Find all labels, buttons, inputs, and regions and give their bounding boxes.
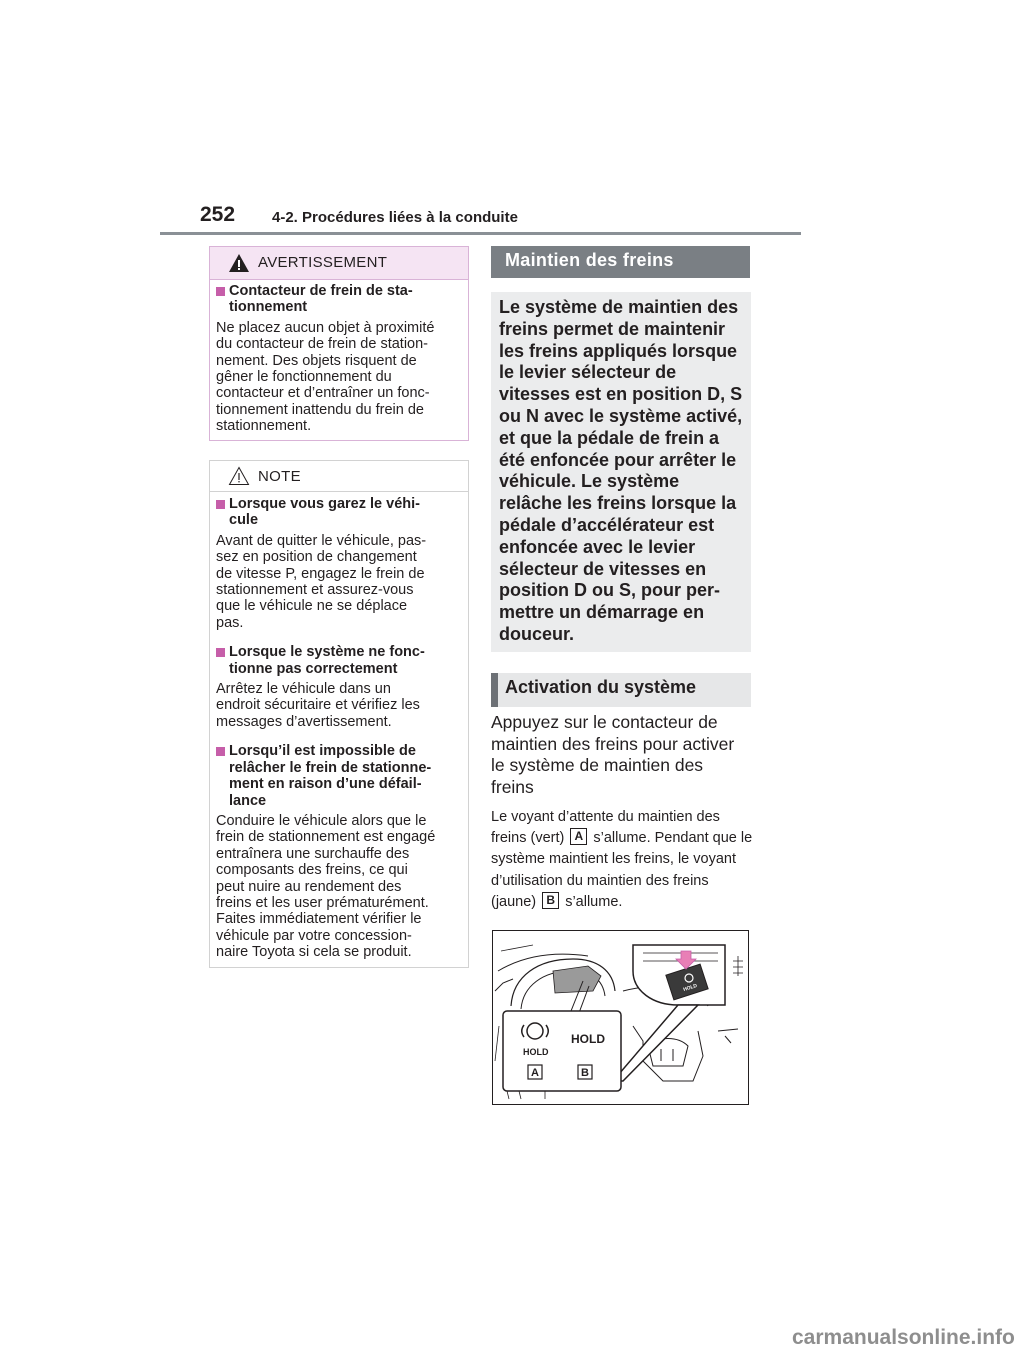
tag-b: B bbox=[542, 892, 559, 909]
note-item-text: Conduire le véhicule alors que le frein de stationnement est engagé entraînera une surchauffe des composants des freins, ce qui peut nuire au rendement des freins et les user prématurément. Faites immédiatement vérifier le véhicule par votre concession- naire Toyota si cela se produit. bbox=[216, 812, 436, 961]
warning-title: AVERTISSEMENT bbox=[258, 254, 388, 271]
bullet-square-icon bbox=[216, 648, 225, 657]
maintien-section-bar bbox=[491, 246, 750, 278]
warning-triangle-icon bbox=[228, 253, 250, 273]
indicator-description: Le voyant d’attente du maintien des freins (vert) A s’allume. Pendant que le système maintient les freins, le voyant d’utilisation du maintien des freins (jaune) B s’allume. bbox=[491, 809, 753, 910]
note-box bbox=[209, 460, 469, 968]
dashboard-drawing bbox=[493, 931, 747, 1103]
warning-item-text: Ne placez aucun objet à proximité du contacteur de frein de station- nement. Des objets risquent de gêner le fonctionnement du contacteur et d’entraîner un fonc- tionnement inattendu du frein de stationnement. bbox=[216, 319, 435, 435]
switch-label: HOLD bbox=[682, 982, 698, 994]
page-number: 252 bbox=[200, 203, 236, 226]
indicator-hold-label-b: HOLD bbox=[571, 1032, 605, 1046]
bullet-square-icon bbox=[216, 287, 225, 296]
note-item-heading: Lorsque vous garez le véhi- cule bbox=[216, 496, 460, 529]
caution-triangle-icon bbox=[228, 466, 250, 486]
note-body bbox=[216, 496, 460, 961]
illustration-tag-b: B bbox=[581, 1067, 589, 1079]
bullet-square-icon bbox=[216, 747, 225, 756]
warning-body bbox=[216, 283, 460, 435]
indicator-hold-label-a: HOLD bbox=[523, 1047, 549, 1057]
maintien-title: Maintien des freins bbox=[505, 250, 674, 270]
watermark: carmanualsonline.info bbox=[792, 1326, 1015, 1349]
intro-text: Le système de maintien des freins permet de maintenir les freins appliqués lorsque le levier sélecteur de vitesses est en position D, S ou N avec le système activé, et que la pédale de frein a été enfoncée pour arrêter le véhicule. Le système relâche les freins lorsque la pédale d’accélérateur est enfoncée avec le levier sélecteur de vitesses en position D ou S, pour per- mettre un démarrage en douceur. bbox=[499, 297, 743, 644]
note-header bbox=[210, 461, 468, 492]
header-divider bbox=[160, 232, 801, 235]
note-item-text: Avant de quitter le véhicule, pas- sez en position de changement de vitesse P, engagez le frein de stationnement et assurez-vous que le véhicule ne se déplace pas. bbox=[216, 532, 427, 631]
warning-header bbox=[210, 247, 468, 280]
intro-box bbox=[491, 292, 751, 652]
note-item-heading: Lorsque le système ne fonc- tionne pas correctement bbox=[216, 644, 460, 677]
note-item-text: Arrêtez le véhicule dans un endroit sécuritaire et vérifiez les messages d’avertissement. bbox=[216, 681, 420, 730]
note-item-heading: Lorsqu’il est impossible de relâcher le frein de stationne- ment en raison d’une défail- lance bbox=[216, 743, 460, 809]
tag-a: A bbox=[570, 828, 587, 845]
warning-box bbox=[209, 246, 469, 441]
section-title: 4-2. Procédures liées à la conduite bbox=[272, 209, 518, 226]
activation-title: Activation du système bbox=[505, 677, 697, 697]
activation-accent bbox=[491, 673, 498, 707]
activation-section-bar bbox=[491, 673, 751, 707]
brake-hold-illustration bbox=[492, 930, 749, 1105]
bullet-square-icon bbox=[216, 500, 225, 509]
warning-item-heading: Contacteur de frein de sta- tionnement bbox=[216, 283, 460, 316]
action-instruction: Appuyez sur le contacteur de maintien des freins pour activer le système de maintien des freins bbox=[491, 712, 735, 797]
note-title: NOTE bbox=[258, 468, 301, 485]
illustration-tag-a: A bbox=[531, 1067, 539, 1079]
